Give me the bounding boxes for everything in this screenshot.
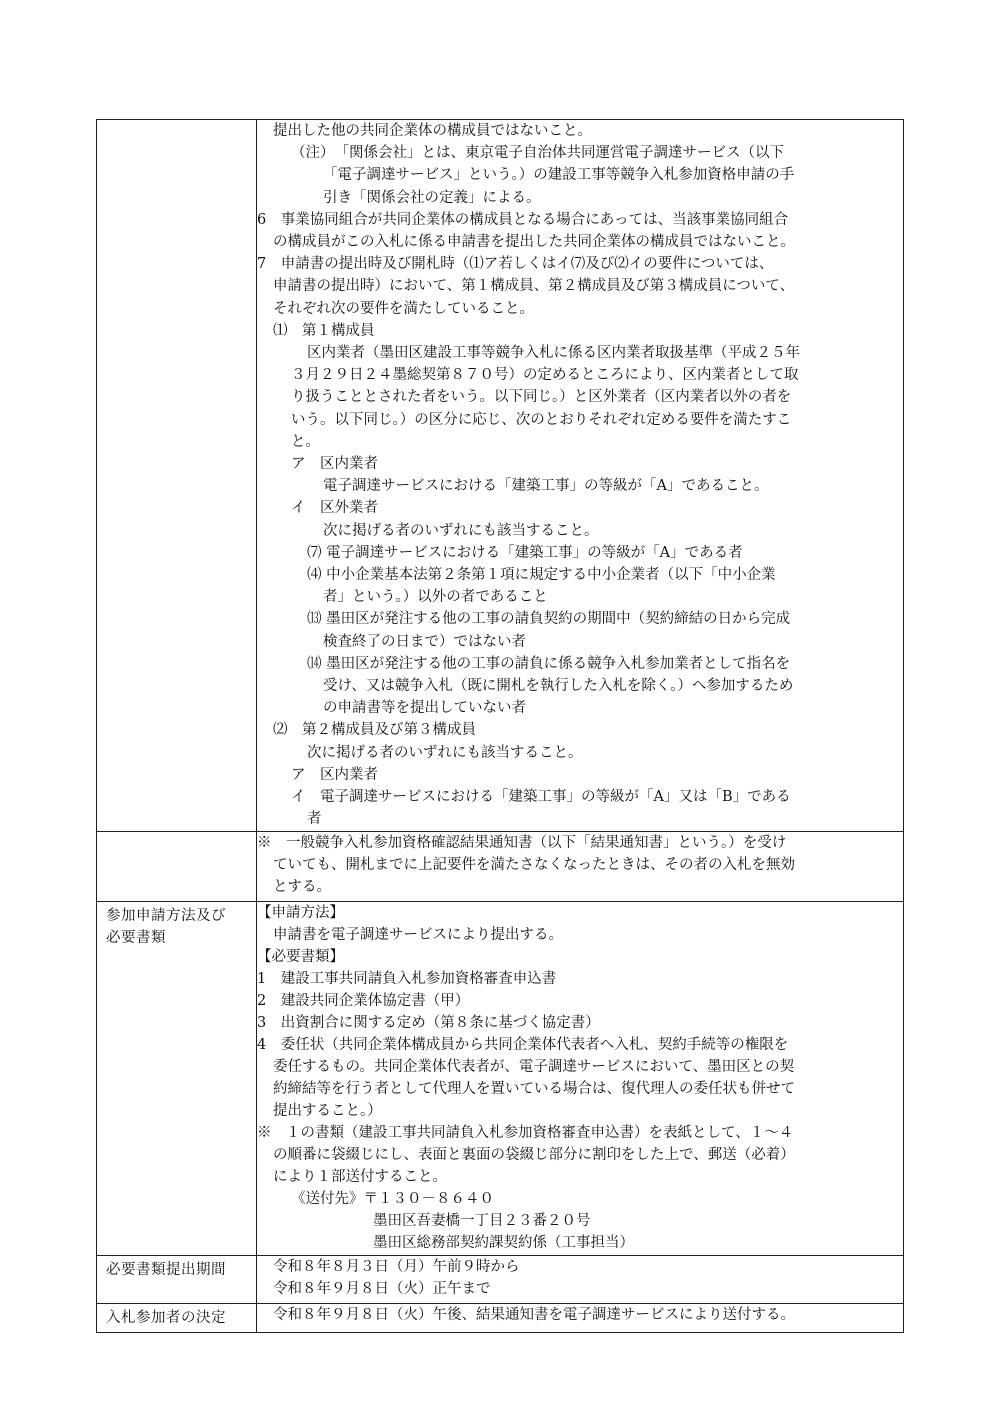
requirement-line: 次に掲げる者のいずれにも該当すること。: [323, 522, 599, 539]
sub-item: ⒁ 墨田区が発注する他の工事の請負に係る競争入札参加業者として指名を: [307, 655, 791, 672]
mailing-address-line: 墨田区吾妻橋一丁目２３番２０号: [373, 1212, 591, 1229]
requirements-label-cell: [97, 120, 257, 832]
period-label: 必要書類提出期間: [106, 1261, 226, 1278]
requirement-line: 次に掲げる者のいずれにも該当すること。: [307, 744, 583, 761]
requirement-line: 区内業者（墨田区建設工事等競争入札に係る区内業者取扱基準（平成２５年: [307, 345, 800, 362]
requirement-line: 電子調達サービスにおける「建築工事」の等級が「A」であること。: [323, 478, 769, 495]
notice-label-cell: [97, 831, 257, 901]
document-item-continuation: 委任するもの。共同企業体代表者が、電子調達サービスにおいて、墨田区との契: [273, 1058, 795, 1075]
note-line: 引き「関係会社の定義」による。: [323, 189, 541, 206]
notice-content: [257, 831, 904, 901]
application-row: [97, 901, 904, 1255]
mailing-address-heading: 《送付先》〒１３０－８６４０: [291, 1190, 494, 1207]
subheading-local: ア 区内業者: [291, 766, 378, 783]
document-item: 4 委任状（共同企業体構成員から共同企業体代表者へ入札、契約手続等の権限を: [257, 1036, 789, 1053]
document-table: [96, 119, 904, 1333]
sub-item: ⒀ 墨田区が発注する他の工事の請負契約の期間中（契約締結の日から完成: [307, 611, 791, 628]
notice-line: ていても、開札までに上記要件を満たさなくなったときは、その者の入札を無効: [273, 856, 795, 873]
requirement-line: 者: [307, 811, 322, 828]
note-line: （注） 「関係会社」とは、東京電子自治体共同運営電子調達サービス（以下: [291, 145, 784, 162]
notice-line: とする。: [273, 878, 331, 895]
binding-note-line: により１部送付すること。: [273, 1168, 447, 1185]
subheading-local: ア 区内業者: [291, 456, 378, 473]
application-label-cell: [97, 901, 257, 1255]
period-label-cell: [97, 1255, 257, 1303]
sub-item: ⑷ 中小企業基本法第２条第１項に規定する中小企業者（以下「中小企業: [307, 567, 776, 584]
note-line: 「電子調達サービス」という。）の建設工事等競争入札参加資格申請の手: [323, 167, 795, 184]
sub-item-continuation: 検査終了の日まで）ではない者: [323, 633, 526, 650]
requirement-line: 提出した他の共同企業体の構成員ではないこと。: [273, 123, 592, 139]
sub-item-continuation: の申請書等を提出していない者: [323, 700, 526, 717]
requirement-line: と。: [291, 433, 320, 450]
document-item-continuation: 約締結等を行う者として代理人を置いている場合は、復代理人の委任状も併せて: [273, 1080, 795, 1097]
requirement-line: いう。以下同じ。）の区分に応じ、次のとおりそれぞれ定める要件を満たすこ: [291, 411, 792, 428]
mailing-address-line: 墨田区総務部契約課契約係（工事担当）: [373, 1234, 634, 1251]
requirement-line: それぞれ次の要件を満たしていること。: [273, 300, 534, 317]
document-item-continuation: 提出すること。）: [273, 1102, 382, 1119]
notice-line: ※ 一般競争入札参加資格確認結果通知書（以下「結果通知書」という。）を受け: [257, 834, 787, 851]
subheading-nonlocal: イ 区外業者: [291, 500, 378, 517]
period-start: 令和８年８月３日（月）午前９時から: [273, 1258, 520, 1275]
requirement-line: イ 電子調達サービスにおける「建築工事」の等級が「A」又は「B」である: [291, 789, 791, 806]
application-label-line: 参加申請方法及び: [106, 907, 226, 924]
requirements-content: [257, 120, 904, 832]
decision-label-cell: [97, 1303, 257, 1332]
document-item: 3 出資割合に関する定め（第８条に基づく協定書）: [257, 1014, 600, 1031]
subheading-member-2-3: ⑵ 第２構成員及び第３構成員: [273, 722, 476, 739]
binding-note-line: の順番に袋綴じにし、表面と裏面の袋綴じ部分に割印をした上で、郵送（必着）: [273, 1146, 795, 1163]
requirements-row: [97, 120, 904, 832]
decision-label: 入札参加者の決定: [106, 1309, 226, 1326]
decision-text: 令和８年９月８日（火）午後、結果通知書を電子調達サービスにより送付する。: [273, 1306, 795, 1323]
requirement-item-7: 7 申請書の提出時及び開札時（⑴ア若しくはイ⑺及び⑵イの要件については、: [257, 256, 774, 273]
application-label: [97, 902, 256, 952]
sub-item-continuation: 受け、又は競争入札（既に開札を執行した入札を除く。）へ参加するため: [323, 678, 794, 695]
period-content: [257, 1255, 904, 1303]
section-heading-documents: 【必要書類】: [257, 948, 344, 965]
application-content: [257, 901, 904, 1255]
period-row: [97, 1255, 904, 1303]
document-item: 2 建設共同企業体協定書（甲）: [257, 992, 470, 1009]
decision-row: [97, 1303, 904, 1332]
sub-item: ⑺ 電子調達サービスにおける「建築工事」の等級が「A」である者: [307, 544, 743, 561]
requirement-line: の構成員がこの入札に係る申請書を提出した共同企業体の構成員ではないこと。: [273, 234, 795, 251]
sub-item-continuation: 者」という。）以外の者であること: [323, 589, 548, 606]
requirement-line: 申請書の提出時）において、第１構成員、第２構成員及び第３構成員について、: [273, 278, 795, 295]
binding-note: ※ １の書類（建設工事共同請負入札参加資格審査申込書）を表紙として、１～４: [257, 1124, 794, 1141]
requirement-line: ３月２９日２４墨総契第８７０号）の定めるところにより、区内業者として取: [291, 367, 799, 384]
application-line: 申請書を電子調達サービスにより提出する。: [273, 926, 563, 943]
application-label-line: 必要書類: [106, 929, 166, 946]
document-item: 1 建設工事共同請負入札参加資格審査申込書: [257, 970, 557, 987]
requirement-line: り扱うこととされた者をいう。以下同じ。）と区外業者（区内業者以外の者を: [291, 389, 792, 406]
notice-row: [97, 831, 904, 901]
subheading-member-1: ⑴ 第１構成員: [273, 322, 375, 339]
requirement-item-6: 6 事業協同組合が共同企業体の構成員となる場合にあっては、当該事業協同組合: [257, 211, 789, 228]
decision-content: [257, 1303, 904, 1332]
section-heading-method: 【申請方法】: [257, 904, 344, 921]
period-end: 令和８年９月８日（火）正午まで: [273, 1280, 491, 1297]
